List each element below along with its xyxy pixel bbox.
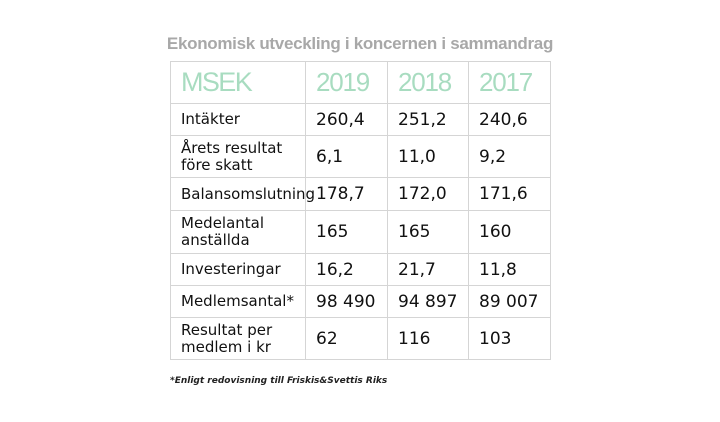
table-row [171, 211, 551, 254]
value-2017: 171,6 [469, 178, 551, 211]
value-2017: 9,2 [469, 136, 551, 178]
header-2019: 2019 [306, 62, 388, 104]
value-2017: 11,8 [469, 254, 551, 286]
value-2018: 94 897 [388, 286, 469, 318]
footnote: *Enligt redovisning till Friskis&Svettis Riks [170, 376, 388, 386]
table-row [171, 254, 551, 286]
value-2018: 251,2 [388, 104, 469, 136]
row-label: Balansomslutning [171, 178, 306, 211]
value-2017: 240,6 [469, 104, 551, 136]
value-2019: 98 490 [306, 286, 388, 318]
row-label: Intäkter [171, 104, 306, 136]
row-label: Årets resultat före skatt [171, 136, 306, 178]
value-2018: 165 [388, 211, 469, 254]
table-row [171, 318, 551, 360]
value-2018: 11,0 [388, 136, 469, 178]
table-row [171, 104, 551, 136]
value-2017: 103 [469, 318, 551, 360]
header-2018: 2018 [388, 62, 469, 104]
value-2017: 89 007 [469, 286, 551, 318]
table-row [171, 286, 551, 318]
value-2017: 160 [469, 211, 551, 254]
value-2018: 21,7 [388, 254, 469, 286]
row-label: Medelantal anställda [171, 211, 306, 254]
header-row [171, 62, 551, 104]
value-2019: 260,4 [306, 104, 388, 136]
row-label: Resultat per medlem i kr [171, 318, 306, 360]
value-2018: 116 [388, 318, 469, 360]
header-2017: 2017 [469, 62, 551, 104]
value-2019: 16,2 [306, 254, 388, 286]
table-row [171, 136, 551, 178]
header-msek: MSEK [171, 62, 306, 104]
value-2019: 62 [306, 318, 388, 360]
value-2019: 6,1 [306, 136, 388, 178]
value-2019: 178,7 [306, 178, 388, 211]
financial-summary-table [170, 61, 551, 360]
row-label: Medlemsantal* [171, 286, 306, 318]
table-title: Ekonomisk utveckling i koncernen i sammandrag [166, 34, 554, 53]
row-label: Investeringar [171, 254, 306, 286]
table-row [171, 178, 551, 211]
value-2018: 172,0 [388, 178, 469, 211]
value-2019: 165 [306, 211, 388, 254]
